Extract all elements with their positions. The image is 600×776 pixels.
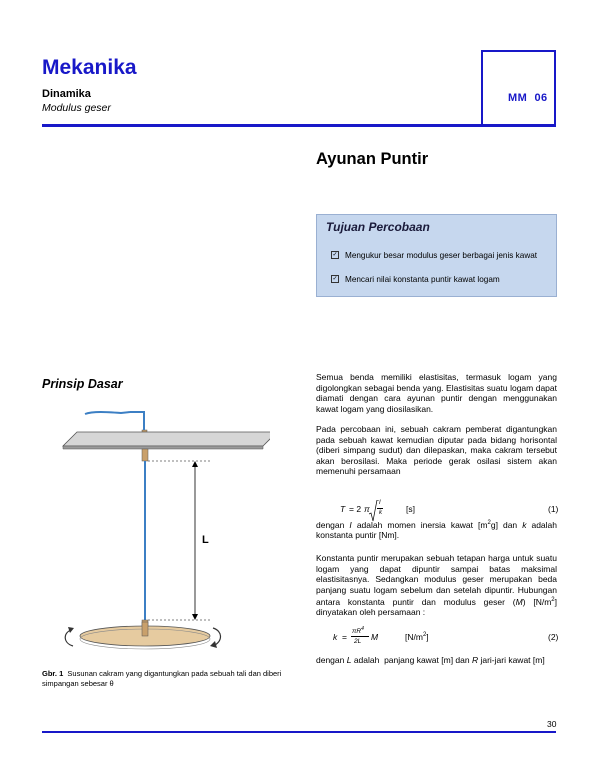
goal-item-text: Mencari nilai konstanta puntir kawat logam (345, 275, 500, 284)
document-subtitle: Dinamika (42, 88, 91, 100)
document-title: Mekanika (42, 56, 137, 79)
figure-caption (42, 669, 282, 689)
experiment-title: Ayunan Puntir (316, 150, 429, 168)
goal-item-text: Mengukur besar modulus geser berbagai jenis kawat (345, 251, 538, 260)
torsion-pendulum-figure (55, 410, 270, 660)
paragraph: Semua benda memiliki elastisitas, termasuk logam yang digolongkan sebagai benda yang. Elastisitas suatu logam dapat diamati dengan cara ayunan puntir dengan menggunakan kawat logam yang diosilasikan. (316, 372, 557, 414)
paragraph: Pada percobaan ini, sebuah cakram pemberat digantungkan pada sebuah kawat kemudian diputar pada bidang horisontal (diberi simpang sudut) dan dilepaskan, maka cakram tersebut akan berosilasi. Maka periode gerak osilasi sistem akan memenuhi persamaan (316, 424, 557, 476)
paragraph: dengan I adalah momen inersia kawat $[m^2g]$ dan k adalah konstanta puntir [Nm]. (316, 519, 557, 541)
support-plate (63, 432, 270, 446)
section-title: Prinsip Dasar (42, 377, 123, 391)
footer-rule (42, 731, 556, 733)
equation-2: k = $\pi R^4$ 2L M $[N/m^2]$ (333, 626, 429, 645)
header-rule (42, 124, 556, 127)
equation-number: (2) (548, 632, 559, 642)
paragraph: dengan L adalah panjang kawat [m] dan R jari-jari kawat [m] (316, 655, 545, 665)
equation-number: (1) (548, 504, 559, 514)
module-code: MM 06 (508, 92, 548, 104)
caption-label: Gbr. 1 (42, 669, 64, 678)
caption-text: Susunan cakram yang digantungkan pada sebuah tali dan diberi simpangan sebesar θ (42, 669, 284, 688)
document-topic: Modulus geser (42, 102, 111, 114)
upper-clamp (142, 449, 148, 461)
rotation-arrow-left-icon (65, 630, 73, 646)
page-number: 30 (547, 719, 557, 729)
goal-title: Tujuan Percobaan (326, 220, 430, 234)
equation-1: T = 2 π I k [s] (340, 500, 460, 526)
checkbox-checked-icon: ✓ (332, 252, 338, 258)
length-label: L (202, 534, 209, 546)
checkbox-checked-icon: ✓ (332, 276, 338, 282)
wire-top (85, 412, 130, 414)
code-box-frame (481, 50, 556, 125)
paragraph: Konstanta puntir merupakan sebuah tetapan harga untuk suatu logam yang dapat dipuntir sampai batas maksimal elastisitasnya. Sedangkan modulus geser merupakan beda panjang suatu logam sebelum dan setelah dipuntir. Hubungan antara konstanta puntir dan modulus geser (M) $[N/m^2]$ dinyatakan oleh persamaan : (316, 553, 558, 618)
